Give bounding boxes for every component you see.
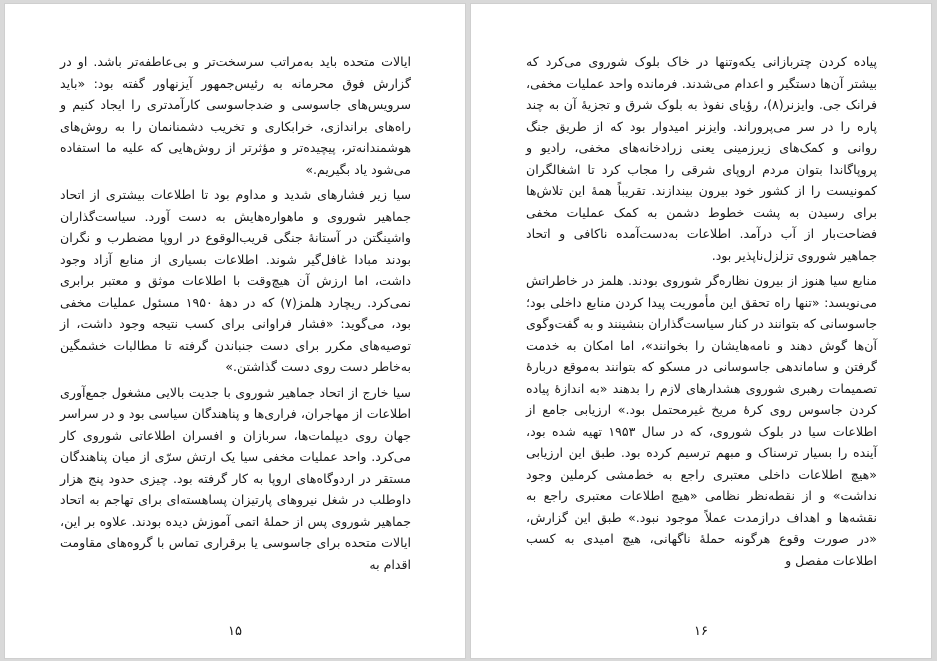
right-page [470,3,932,659]
paragraph: ایالات متحده باید به‌مراتب سرسخت‌تر و بی‌عاطفه‌تر باشد. او در گزارش فوق محرمانه به رئیس‌جمهور آیزنهاور گفته بود: «باید سرویس‌های جاسوسی و ضدجاسوسی کارآمدتری را ایجاد کنیم و راه‌های براندازی، خرابکاری و تخریب دشمنانمان را به روش‌های هوشمندانه‌تر، پیچیده‌تر و مؤثرتر از روش‌هایی که علیه ما استفاده می‌شود یاد بگیریم.» [60,54,411,177]
left-page [4,3,466,659]
page-number: ۱۶ [694,624,708,639]
paragraph: سیا زیر فشارهای شدید و مداوم بود تا اطلاعات بیشتری از اتحاد جماهیر شوروی و ماهواره‌هایش به دست آورد. سیاست‌گذاران واشینگتن در آستانهٔ جنگی قریب‌الوقوع در اروپا مضطرب و نگران بودند مبادا غافل‌گیر شوند. اطلاعات بسیاری از منابع آزاد وجود داشت، اما ارزش آن هیچ‌وقت با اطلاعات موثق و معتبر برابری نمی‌کرد. ریچارد هلمز(۷) که در دههٔ ۱۹۵۰ مسئول عملیات مخفی بود، می‌گوید: «فشار فراوانی برای کسب نتیجه وجود داشت، از توصیه‌های مکرر برای دست جنباندن گرفته تا مطالبات خشمگین به‌خاطر دست روی دست گذاشتن.» [60,187,411,374]
paragraph: منابع سیا هنوز از بیرون نظاره‌گر شوروی بودند. هلمز در خاطراتش می‌نویسد: «تنها راه تحقق این مأموریت پیدا کردن منابع داخلی بود؛ جاسوسانی که بتوانند در کنار سیاست‌گذاران بنشینند و به گفت‌وگوی آن‌ها گوش دهند و نامه‌هایشان را بخوانند»، اما امکان به خدمت گرفتن و ساماندهی جاسوسانی در مسکو که بتوانند به‌موقع دربارهٔ تصمیمات رهبری شوروی هشدارهای لازم را بدهند «به اندازهٔ پیاده کردن جاسوس روی کرهٔ مریخ غیرمحتمل بود.» ارزیابی جامع از اطلاعات سیا در بلوک شوروی، که در سال ۱۹۵۳ تهیه شده بود، آینده را بسیار ترسناک و مبهم ترسیم کرده بود. طبق این ارزیابی «هیچ اطلاعات داخلی معتبری راجع به خط‌مشی کرملین وجود نداشت» و از نقطه‌نظر نظامی «هیچ اطلاعات معتبری راجع به نقشه‌ها و اهداف درازمدت عملاً موجود نبود.» طبق این گزارش، «در صورت وقوع هرگونه حملهٔ ناگهانی، هیچ امیدی به کسب اطلاعات مفصل و [526,273,877,568]
right-page-body [526,51,877,575]
paragraph: سیا خارج از اتحاد جماهیر شوروی با جدیت بالایی مشغول جمع‌آوری اطلاعات از مهاجران، فراری‌ها و پناهندگان سیاسی بود و در سراسر جهان روی دیپلمات‌ها، سربازان و افسران اطلاعاتی شوروی کار می‌کرد. واحد عملیات مخفی سیا یک ارتش سرّی از میان پناهندگان مستقر در اردوگاه‌های اروپا به کار گرفته بود. چیزی حدود پنج هزار داوطلب در شغل نیروهای پارتیزان پساهسته‌ای برای تهاجم به اتحاد جماهیر شوروی پس از حملهٔ اتمی آموزش دیده بودند. علاوه بر این، ایالات متحده برای جاسوسی یا برقراری تماس با گروه‌های مقاومت اقدام به [60,384,411,572]
paragraph: پیاده کردن چترباز‌انی یکه‌وتنها در خاک بلوک شوروی می‌کرد که بیشتر آن‌ها دستگیر و اعدام می‌شدند. فرمانده واحد عملیات مخفی، فرانک جی. وایزنر(۸)، رؤیای نفوذ به بلوک شرق و تجزیهٔ آن به چند پاره را در سر می‌پروراند. وایزنر امیدوار بود که از طریق جنگ روانی و کمک‌های زیرزمینی یعنی زرادخانه‌های مخفی، رادیو و پروپاگاندا بتوان مردم اروپای شرقی را مجاب کرد تا اشغالگران کمونیست را از کشور خود بیرون بیندازند. تقریباً همهٔ این تلاش‌ها برای رسیدن به پشت خطوط دشمن به کمک عملیات مخفی فضاحت‌بار از آب درآمد. اطلاعات به‌دست‌آمده ناکافی و اتحاد جماهیر شوروی تزلزل‌ناپذیر بود. [526,54,878,263]
page-number: ۱۵ [228,624,242,639]
left-page-body [60,51,411,579]
